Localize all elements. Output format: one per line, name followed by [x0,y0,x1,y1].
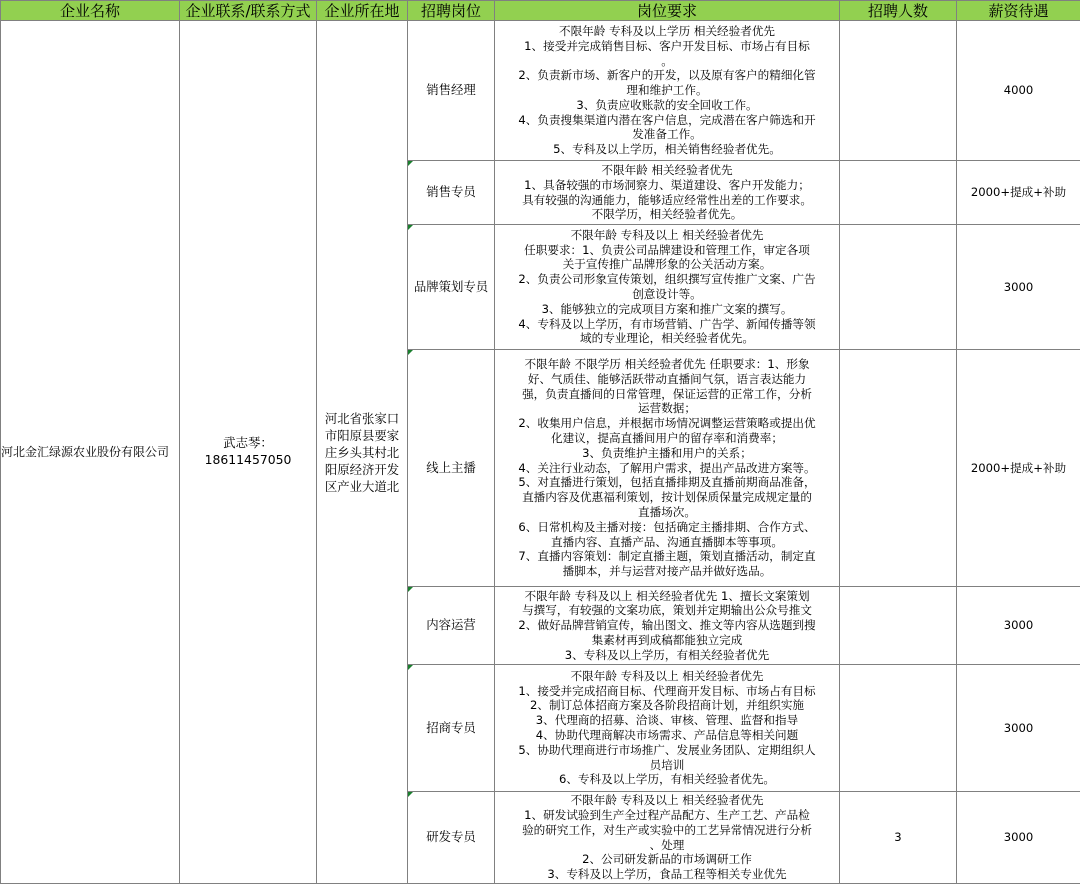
job-headcount-cell[interactable]: 3 [840,792,957,884]
requirement-line: 4、协助代理商解决市场需求、产品信息等相关问题 [535,728,799,742]
job-headcount-cell[interactable] [840,225,957,350]
comment-marker-icon [408,225,413,230]
job-requirements-cell[interactable] [495,225,840,350]
job-title-cell[interactable] [408,161,495,225]
requirement-line: 创意设计等。 [632,287,702,301]
header-salary[interactable]: 薪资待遇 [957,1,1080,21]
requirement-line: 2、负责公司形象宣传策划，组织撰写宣传推广文案、广告 [518,272,816,287]
requirement-line: 3、能够独立的完成项目方案和推广文案的撰写。 [541,301,793,316]
comment-marker-icon [408,161,413,166]
job-title: 研发专员 [426,829,476,845]
job-title-cell[interactable] [408,21,495,161]
job-salary-cell[interactable]: 2000+提成+补助 [957,350,1080,587]
job-title: 线上主播 [426,459,476,475]
header-contact[interactable]: 企业联系/联系方式 [180,1,317,21]
requirement-line: 1、接受并完成销售目标、客户开发目标、市场占有目标 [524,38,810,53]
job-salary-cell[interactable]: 3000 [957,225,1080,350]
job-requirements-cell[interactable] [495,587,840,665]
job-requirements-cell[interactable] [495,350,840,587]
requirement-line: 化建议，提高直播间用户的留存率和消费率； [551,431,783,445]
job-title: 销售经理 [426,82,476,98]
job-title-cell[interactable] [408,225,495,350]
job-title: 销售专员 [426,184,476,200]
requirement-line: 4、关注行业动态，了解用户需求，提出产品改进方案等。 [518,460,816,475]
requirement-line: 。 [661,53,673,68]
requirement-line: 6、日常机构及主播对接：包括确定主播排期、合作方式、 [518,519,816,534]
requirement-line: 直播内容及优惠福利策划，按计划保质保量完成规定量的 [522,490,812,505]
job-headcount-cell[interactable] [840,21,957,161]
contact-phone: 18611457050 [204,452,292,467]
job-salary-cell[interactable]: 3000 [957,792,1080,884]
requirement-line: 与撰写，有较强的文案功底，策划并定期输出公众号推文 [522,603,812,618]
requirement-line: 3、专科及以上学历，有相关经验者优先 [564,647,770,662]
requirement-line: 任职要求：1、负责公司品牌建设和管理工作，审定各项 [524,242,810,257]
comment-marker-icon [408,792,413,797]
requirement-line: 不限年龄 专科及以上学历 相关经验者优先 [558,23,776,38]
requirement-line: 3、负责应收账款的安全回收工作。 [576,97,758,112]
job-salary-cell[interactable]: 4000 [957,21,1080,161]
job-headcount-cell[interactable] [840,587,957,665]
requirement-line: 2、制订总体招商方案及各阶段招商计划，并组织实施 [529,698,805,713]
job-salary-cell[interactable]: 3000 [957,665,1080,792]
contact-cell[interactable] [180,21,317,884]
requirement-line: 不限年龄 相关经验者优先 [601,162,733,177]
job-title-cell[interactable] [408,792,495,884]
job-title: 内容运营 [426,617,476,633]
job-salary-cell[interactable]: 2000+提成+补助 [957,161,1080,225]
requirement-line: 3、专科及以上学历，食品工程等相关专业优先 [547,867,787,882]
requirement-line: 集素材再到成稿都能独立完成 [591,632,743,647]
requirement-line: 播脚本，并与运营对接产品并做好选品。 [562,564,772,579]
job-headcount-cell[interactable] [840,161,957,225]
requirement-line: 不限年龄 专科及以上 相关经验者优先 [570,793,764,808]
header-row [1,1,1080,21]
job-requirements-cell[interactable] [495,161,840,225]
requirement-line: 6、专科及以上学历，有相关经验者优先。 [558,772,776,787]
job-salary-cell[interactable]: 3000 [957,587,1080,665]
requirement-line: 2、公司研发新品的市场调研工作 [582,852,752,867]
requirement-line: 3、负责维护主播和用户的关系； [582,445,752,460]
header-requirements[interactable]: 岗位要求 [495,1,840,21]
job-headcount-cell[interactable] [840,665,957,792]
job-title-cell[interactable] [408,350,495,587]
requirement-line: 、处理 [649,837,685,852]
header-position[interactable]: 招聘岗位 [408,1,495,21]
requirement-line: 直播场次。 [638,504,696,519]
requirement-line: 1、接受并完成招商目标、代理商开发目标、市场占有目标 [518,683,816,698]
requirement-line: 5、专科及以上学历，相关销售经验者优先。 [553,142,781,157]
comment-marker-icon [408,350,413,355]
contact-name: 武志琴： [223,435,273,451]
job-row [1,21,1080,161]
requirement-line: 不限年龄 专科及以上 相关经验者优先 [570,227,764,242]
requirement-line: 7、直播内容策划：制定直播主题，策划直播活动，制定直 [518,549,816,564]
requirement-line: 验的研究工作，对生产或实验中的工艺异常情况进行分析 [522,822,812,837]
job-requirements-cell[interactable] [495,21,840,161]
job-title: 品牌策划专员 [413,278,489,294]
job-requirements-cell[interactable] [495,792,840,884]
requirement-line: 4、负责搜集渠道内潜在客户信息，完成潜在客户筛选和开 [518,112,816,127]
company-name-cell[interactable]: 河北金汇绿源农业股份有限公司 [1,21,180,884]
requirement-line: 不限年龄 专科及以上 相关经验者优先 1、擅长文案策划 [524,588,810,603]
requirement-line: 不限学历，相关经验者优先。 [591,207,743,222]
job-headcount-cell[interactable] [840,350,957,587]
requirement-line: 理和维护工作。 [626,83,708,98]
job-title: 招商专员 [426,719,476,735]
requirement-line: 强，负责直播间的日常管理，保证运营的正常工作，分析 [522,386,812,401]
requirement-line: 2、收集用户信息，并根据市场情况调整运营策略或提出优 [518,416,816,431]
comment-marker-icon [408,587,413,592]
requirement-line: 具有较强的沟通能力，能够适应经常性出差的工作要求。 [522,192,812,207]
job-title-cell[interactable] [408,665,495,792]
requirement-line: 1、具备较强的市场洞察力、渠道建设、客户开发能力； [524,177,810,192]
requirement-line: 运营数据； [638,401,696,416]
requirement-line: 好、气质佳、能够活跃带动直播间气氛，语言表达能力 [527,371,807,386]
requirement-line: 员培训 [649,757,685,772]
requirement-line: 3、代理商的招募、洽谈、审核、管理、监督和指导 [535,713,799,728]
requirement-line: 域的专业理论，相关经验者优先。 [580,331,754,346]
header-company[interactable]: 企业名称 [1,1,180,21]
requirement-line: 发准备工作。 [632,127,702,142]
comment-marker-icon [408,665,413,670]
requirement-line: 关于宣传推广品牌形象的公关活动方案。 [562,257,772,272]
job-requirements-cell[interactable] [495,665,840,792]
header-address[interactable]: 企业所在地 [317,1,408,21]
requirement-line: 直播内容、直播产品、沟通直播脚本等事项。 [551,534,783,549]
requirement-line: 1、研发试验到生产全过程产品配方、生产工艺、产品检 [524,807,810,822]
requirement-line: 2、负责新市场、新客户的开发，以及原有客户的精细化管 [518,68,816,83]
address-cell[interactable]: 河北省张家口市阳原县要家庄乡头其村北阳原经济开发区产业大道北 [317,21,408,884]
requirement-line: 2、做好品牌营销宣传，输出图文、推文等内容从选题到搜 [518,618,816,633]
requirement-line: 5、协助代理商进行市场推广、发展业务团队、定期组织人 [518,742,816,757]
requirement-line: 不限年龄 专科及以上 相关经验者优先 [570,668,764,683]
requirement-line: 5、对直播进行策划，包括直播排期及直播前期商品准备， [518,475,816,490]
header-headcount[interactable]: 招聘人数 [840,1,957,21]
requirement-line: 4、专科及以上学历，有市场营销、广告学、新闻传播等领 [518,316,816,331]
job-title-cell[interactable] [408,587,495,665]
requirement-line: 不限年龄 不限学历 相关经验者优先 任职要求：1、形象 [524,357,810,372]
